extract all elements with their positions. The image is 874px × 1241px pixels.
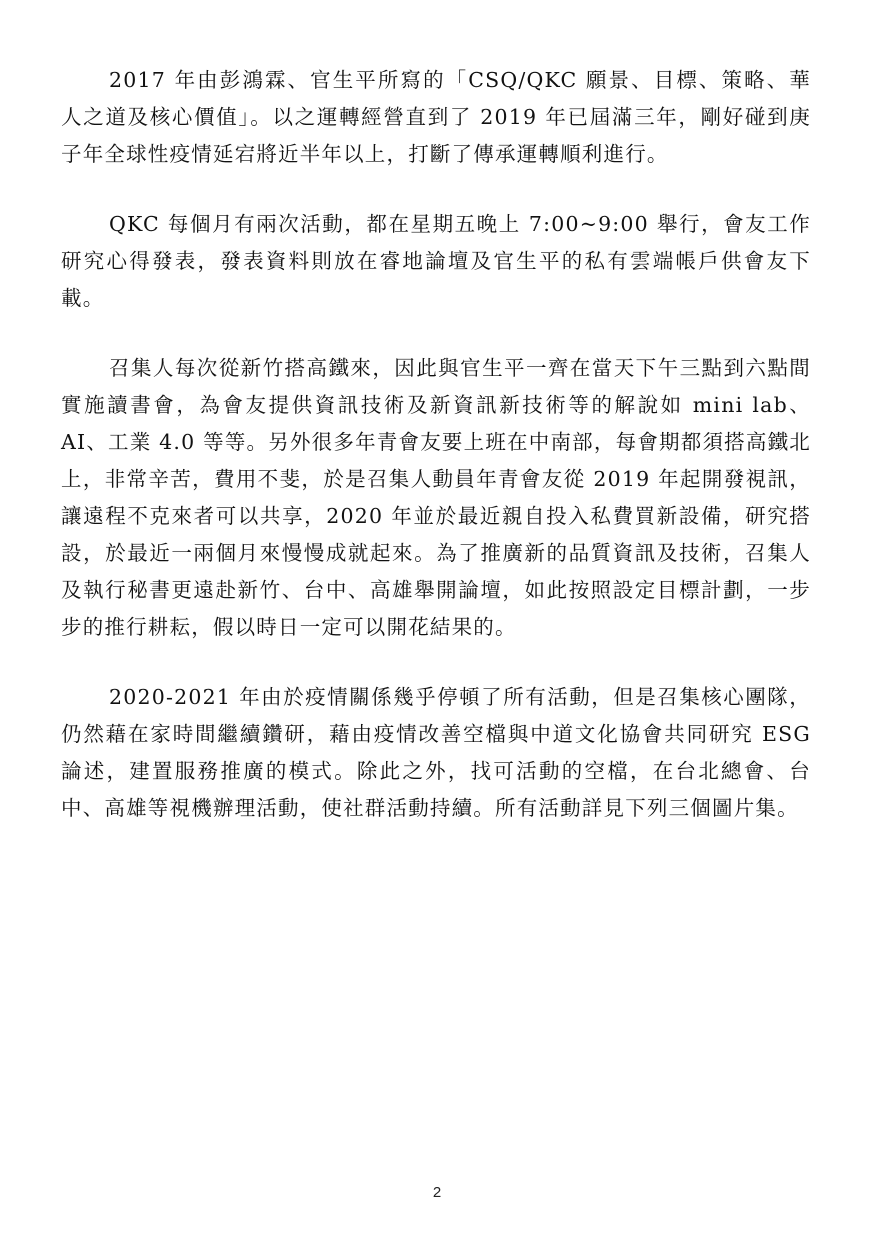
- paragraph-1: 2017 年由彭鴻霖、官生平所寫的「CSQ/QKC 願景、目標、策略、華人之道及核心價值」。以之運轉經營直到了 2019 年已屆滿三年，剛好碰到庚子年全球性疫情延宕將近半年以上，打斷了傳承運轉順利進行。: [61, 68, 811, 166]
- paragraph-3: 召集人每次從新竹搭高鐵來，因此與官生平一齊在當天下午三點到六點間實施讀書會，為會友提供資訊技術及新資訊新技術等的解說如 mini lab、AI、工業 4.0 等等。另外很多年青會友要上班在中南部，每會期都須搭高鐵北上，非常辛苦，費用不斐，於是召集人動員年青會友從 2019 年起開發視訊，讓遠程不克來者可以共享，2020 年並於最近親自投入私費買新設備，研究搭設，於最近一兩個月來慢慢成就起來。為了推廣新的品質資訊及技術，召集人及執行秘書更遠赴新竹、台中、高雄舉開論壇，如此按照設定目標計劃，一步步的推行耕耘，假以時日一定可以開花結果的。: [61, 356, 811, 639]
- paragraph-2: QKC 每個月有兩次活動，都在星期五晚上 7:00~9:00 舉行，會友工作研究心得發表，發表資料則放在睿地論壇及官生平的私有雲端帳戶供會友下載。: [61, 212, 811, 310]
- paragraph-4: 2020-2021 年由於疫情關係幾乎停頓了所有活動，但是召集核心團隊，仍然藉在家時間繼續鑽研，藉由疫情改善空檔與中道文化協會共同研究 ESG 論述，建置服務推廣的模式。除此之外，找可活動的空檔，在台北總會、台中、高雄等視機辦理活動，使社群活動持續。所有活動詳見下列三個圖片集。: [61, 685, 811, 820]
- body-text: [61, 62, 811, 860]
- page-number: 2: [432, 1184, 442, 1201]
